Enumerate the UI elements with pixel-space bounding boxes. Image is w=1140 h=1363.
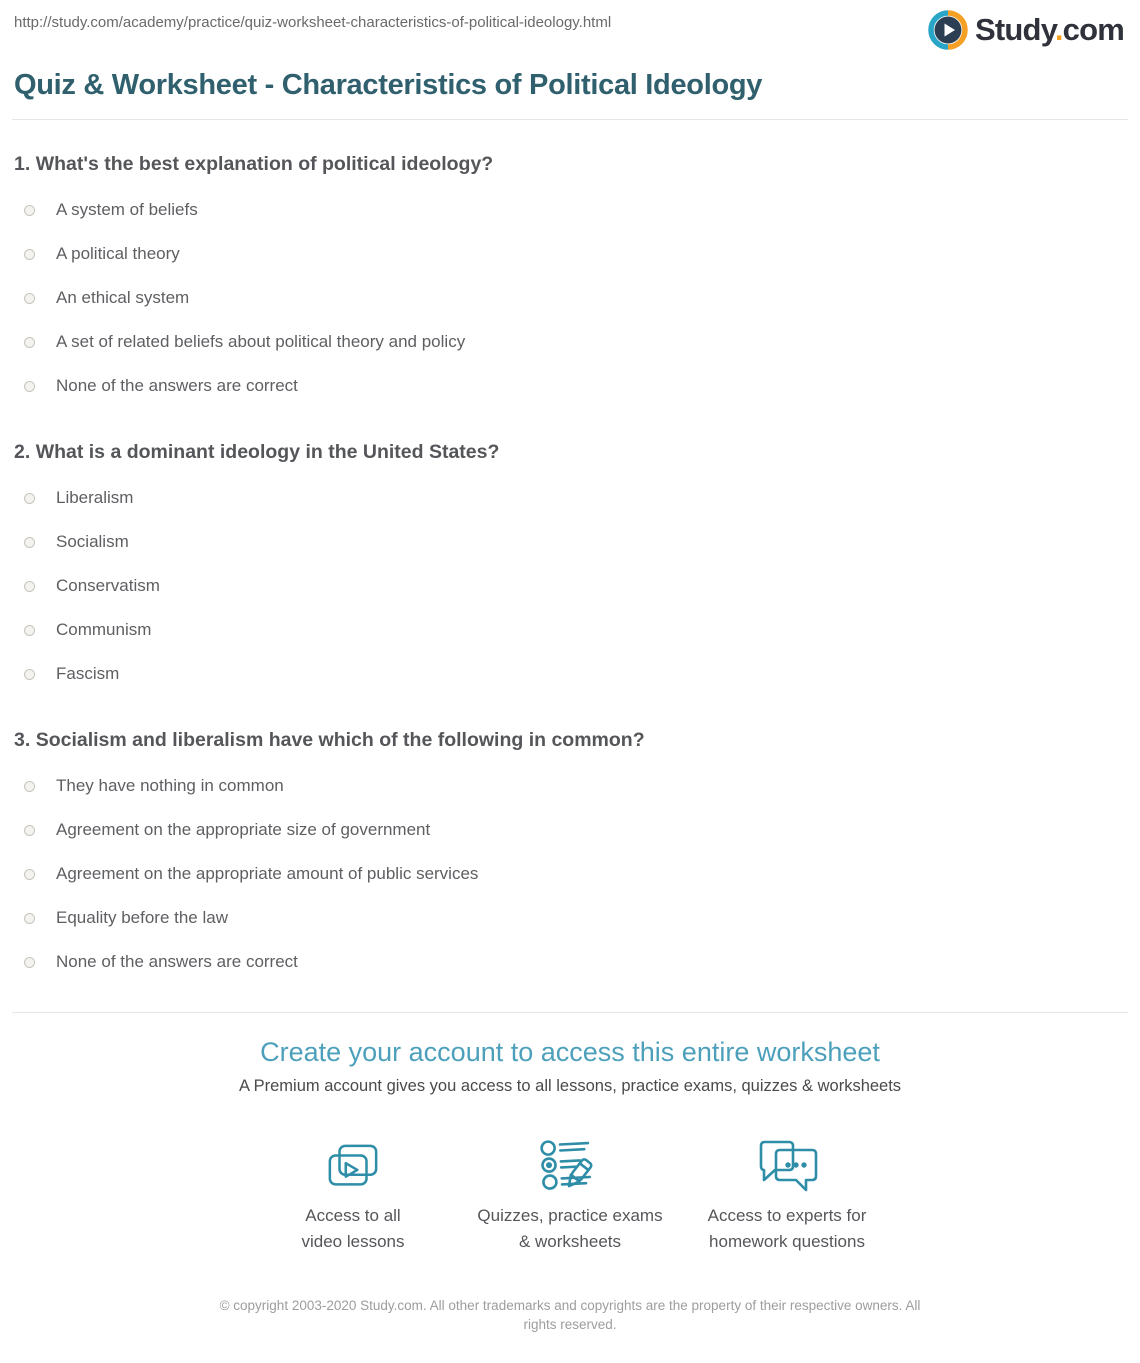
answer-option-label[interactable]: Socialism (56, 532, 129, 551)
question-3 (14, 729, 1126, 972)
feature-label-line2: video lessons (301, 1232, 405, 1252)
question-text: Socialism and liberalism have which of the following in common? (35, 729, 645, 751)
logo-text-study: Study (975, 12, 1055, 47)
video-lessons-icon (326, 1142, 380, 1194)
answer-option[interactable] (14, 200, 1126, 220)
question-text: What's the best explanation of political ideology? (35, 153, 494, 175)
radio-button[interactable] (24, 493, 35, 504)
footer-copyright: © copyright 2003-2020 Study.com. All other trademarks and copyrights are the property of their respective owners. All rights reserved. (219, 1297, 921, 1333)
radio-button[interactable] (24, 625, 35, 636)
title-divider (12, 119, 1128, 120)
answer-option[interactable] (14, 288, 1126, 308)
question-number: 1. (14, 153, 31, 175)
answer-option-label[interactable]: An ethical system (56, 288, 190, 307)
studycom-logo-icon (928, 10, 968, 50)
answer-option[interactable] (14, 620, 1126, 640)
radio-button[interactable] (24, 581, 35, 592)
answer-option-label[interactable]: A political theory (56, 244, 180, 263)
feature-video-lessons (245, 1136, 462, 1256)
logo-text-com: com (1062, 12, 1124, 47)
answer-option[interactable] (14, 908, 1126, 928)
answer-option-label[interactable]: Agreement on the appropriate size of government (56, 820, 431, 839)
radio-button[interactable] (24, 669, 35, 680)
answer-option-label[interactable]: A system of beliefs (56, 200, 198, 219)
answer-option-label[interactable]: Conservatism (56, 576, 160, 595)
quizzes-worksheets-icon (539, 1138, 601, 1194)
answer-option[interactable] (14, 488, 1126, 508)
feature-quizzes-worksheets (462, 1136, 679, 1256)
answer-option-label[interactable]: None of the answers are correct (56, 376, 298, 395)
answer-option[interactable] (14, 820, 1126, 840)
question-number: 2. (14, 441, 31, 463)
question-number: 3. (14, 729, 31, 751)
answer-option[interactable] (14, 576, 1126, 596)
radio-button[interactable] (24, 381, 35, 392)
question-1 (14, 153, 1126, 396)
page-title: Quiz & Worksheet - Characteristics of Political Ideology (14, 69, 763, 101)
features-row (0, 1136, 1140, 1256)
cta-section (0, 1037, 1140, 1096)
feature-label (679, 1203, 896, 1256)
answer-option[interactable] (14, 952, 1126, 972)
radio-button[interactable] (24, 537, 35, 548)
answer-option-label[interactable]: Agreement on the appropriate amount of public services (56, 864, 479, 883)
answer-option-label[interactable]: Communism (56, 620, 152, 639)
feature-label-line1: Access to experts for (707, 1206, 867, 1225)
radio-button[interactable] (24, 249, 35, 260)
radio-button[interactable] (24, 205, 35, 216)
radio-button[interactable] (24, 825, 35, 836)
feature-label-line2: & worksheets (518, 1232, 622, 1252)
answer-option[interactable] (14, 332, 1126, 352)
header (0, 0, 1140, 50)
experts-chat-icon (754, 1136, 820, 1194)
answer-option-label[interactable]: A set of related beliefs about political theory and policy (56, 332, 466, 351)
cta-divider (12, 1012, 1128, 1013)
question-3-heading (14, 729, 1126, 752)
answer-option[interactable] (14, 664, 1126, 684)
radio-button[interactable] (24, 781, 35, 792)
page-url: http://study.com/academy/practice/quiz-worksheet-characteristics-of-political-ideology.html (14, 14, 612, 31)
answer-option[interactable] (14, 864, 1126, 884)
answer-option-label[interactable]: They have nothing in common (56, 776, 284, 795)
answer-option[interactable] (14, 244, 1126, 264)
answer-option-label[interactable]: Liberalism (56, 488, 134, 507)
logo-text-dot: . (1054, 12, 1063, 47)
radio-button[interactable] (24, 869, 35, 880)
question-2 (14, 441, 1126, 684)
question-2-heading (14, 441, 1126, 464)
question-1-heading (14, 153, 1126, 176)
feature-label-line1: Access to all (305, 1206, 401, 1225)
feature-experts-chat (679, 1136, 896, 1256)
radio-button[interactable] (24, 337, 35, 348)
feature-label-line1: Quizzes, practice exams (477, 1206, 663, 1225)
answer-option[interactable] (14, 532, 1126, 552)
studycom-logo-text (975, 10, 1124, 50)
quiz-questions (0, 153, 1140, 972)
feature-label (462, 1203, 679, 1256)
cta-subheading: A Premium account gives you access to all lessons, practice exams, quizzes & worksheets (238, 1077, 902, 1095)
answer-option-label[interactable]: Equality before the law (56, 908, 228, 927)
feature-label-line2: homework questions (709, 1232, 865, 1252)
answer-option[interactable] (14, 776, 1126, 796)
answer-option[interactable] (14, 376, 1126, 396)
studycom-logo[interactable] (928, 10, 1124, 50)
radio-button[interactable] (24, 913, 35, 924)
answer-option-label[interactable]: None of the answers are correct (56, 952, 298, 971)
radio-button[interactable] (24, 293, 35, 304)
cta-heading: Create your account to access this entire worksheet (260, 1037, 880, 1067)
feature-label (245, 1203, 462, 1256)
question-text: What is a dominant ideology in the United States? (35, 441, 500, 463)
answer-option-label[interactable]: Fascism (56, 664, 120, 683)
radio-button[interactable] (24, 957, 35, 968)
